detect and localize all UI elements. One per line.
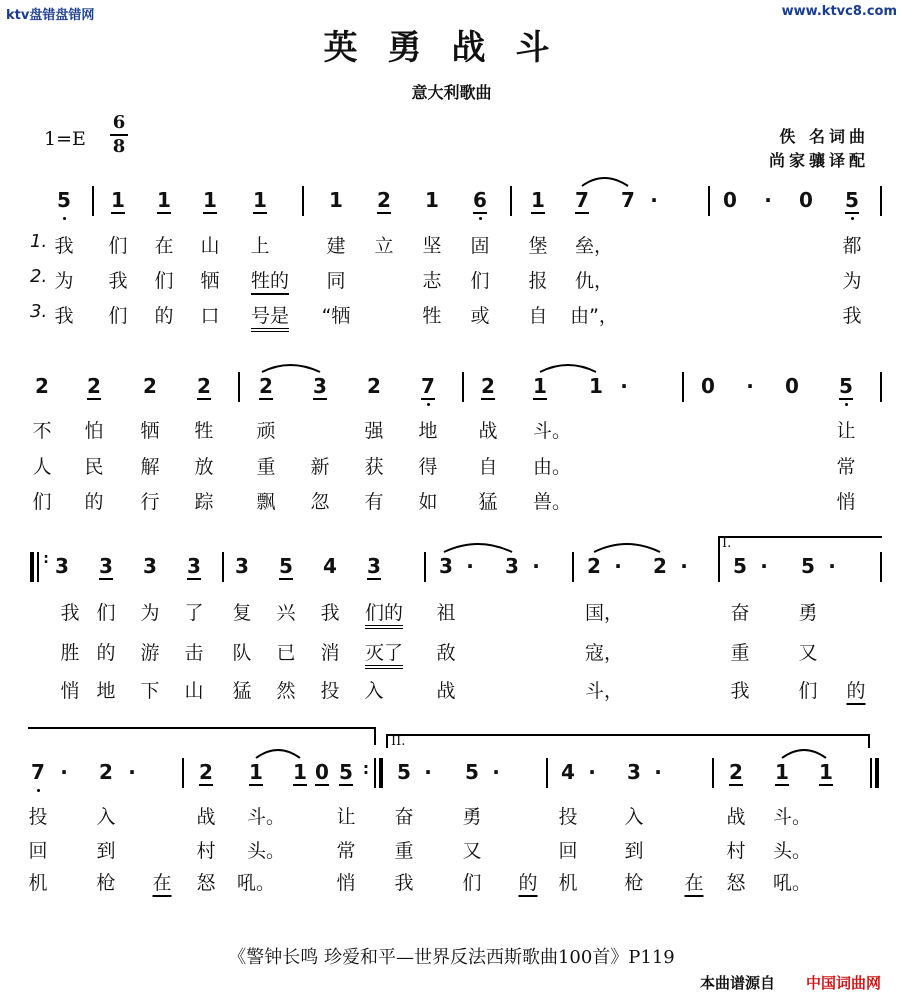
lyric: 我	[320, 602, 340, 624]
lyric: 地	[96, 680, 116, 702]
note: 5	[465, 760, 479, 784]
lyric: 我	[54, 235, 74, 257]
lyric: 悄	[60, 680, 80, 702]
lyric: 的	[846, 676, 865, 705]
lyric: 投	[28, 806, 48, 828]
note: 1	[531, 188, 545, 212]
lyric: 战	[478, 420, 498, 442]
note: 3	[187, 554, 201, 578]
note: 1	[111, 188, 125, 212]
note: 0	[723, 188, 737, 212]
lyric: 机	[28, 872, 48, 894]
lyric: 我	[60, 602, 80, 624]
lyric: 口	[200, 305, 220, 327]
lyric: 建	[326, 235, 346, 257]
note: 2	[377, 188, 391, 212]
lyric: 猛	[478, 491, 498, 513]
lyric: 民	[84, 456, 104, 478]
lyric: 为	[140, 602, 160, 624]
slur	[782, 750, 826, 758]
note: 2	[87, 374, 101, 398]
note: 2	[143, 374, 157, 398]
dot: ·	[828, 554, 836, 578]
slur	[256, 750, 300, 758]
lyric: 上	[250, 235, 270, 257]
translator-credit: 尚家骧译配	[768, 151, 869, 170]
lyric: 仇，	[574, 270, 614, 292]
lyric: 回	[28, 840, 48, 862]
note: 1	[157, 188, 171, 212]
lyric: 战	[436, 680, 456, 702]
lyric: 已	[276, 642, 296, 664]
lyric: 坚	[422, 235, 442, 257]
note: 1	[253, 188, 267, 212]
lyric: 在	[684, 868, 703, 897]
lyric: 的	[154, 305, 174, 327]
lyric: 吼。	[236, 872, 276, 894]
note: 2	[35, 374, 49, 398]
dot: ·	[60, 760, 68, 784]
note: 2	[653, 554, 667, 578]
note: 0	[315, 760, 329, 784]
dot: ·	[654, 760, 662, 784]
lyric: 枪	[624, 872, 644, 894]
lyric: 国，	[584, 602, 624, 624]
footer-source-label: 本曲谱源自	[700, 974, 776, 992]
note: 3	[313, 374, 327, 398]
lyric: 机	[558, 872, 578, 894]
lyric: 固	[470, 235, 490, 257]
note: 7	[31, 760, 45, 784]
lyric: 常	[836, 456, 856, 478]
note: 4	[323, 554, 337, 578]
lyric: 自	[478, 456, 498, 478]
note: 2	[199, 760, 213, 784]
note: 4	[561, 760, 575, 784]
lyric: 奋	[394, 806, 414, 828]
lyric: 放	[194, 456, 214, 478]
note: 5	[839, 374, 853, 398]
lyric: 山	[184, 680, 204, 702]
lyric: 如	[418, 491, 438, 513]
lyric: 重	[394, 840, 414, 862]
lyric: 们	[462, 872, 482, 894]
lyric: 寇，	[584, 642, 624, 664]
note: 6	[473, 188, 487, 212]
source-citation: 《警钟长鸣 珍爱和平—世界反法西斯歌曲100首》P119	[228, 947, 675, 968]
lyric: 到	[96, 840, 116, 862]
dot: ·	[614, 554, 622, 578]
lyric: 报	[528, 270, 548, 292]
lyric: 号是	[251, 301, 289, 332]
lyric: 消	[320, 642, 340, 664]
lyric: 牲	[422, 305, 442, 327]
verse-number: 1.	[30, 231, 48, 252]
lyric: 枪	[96, 872, 116, 894]
note: 5	[339, 760, 353, 784]
lyric: 自	[528, 305, 548, 327]
lyric: 战	[726, 806, 746, 828]
watermark-right: www.ktvc8.com	[781, 4, 897, 19]
lyric: 村	[726, 840, 746, 862]
dot: ·	[492, 760, 500, 784]
lyric: 地	[418, 420, 438, 442]
dot: ·	[746, 374, 754, 398]
lyric: 了	[184, 602, 204, 624]
note: 2	[259, 374, 273, 398]
lyric: 忽	[310, 491, 330, 513]
lyric: 志	[422, 270, 442, 292]
lyric: 奋	[730, 602, 750, 624]
note: 1	[203, 188, 217, 212]
lyric: 队	[232, 642, 252, 664]
lyric: 人	[32, 456, 52, 478]
lyric: 们	[108, 305, 128, 327]
lyric: 堡	[528, 235, 548, 257]
lyric: 有	[364, 491, 384, 513]
lyric: 的	[84, 491, 104, 513]
slur	[582, 178, 628, 186]
note: 1	[249, 760, 263, 784]
lyric: 常	[336, 840, 356, 862]
lyric: 或	[470, 305, 490, 327]
lyric: 我	[54, 305, 74, 327]
lyric: 我	[842, 305, 862, 327]
lyric: 的	[518, 868, 537, 897]
note: 2	[99, 760, 113, 784]
lyric: 飘	[256, 491, 276, 513]
lyric: 怒	[726, 872, 746, 894]
note: 7	[575, 188, 589, 212]
time-signature-top: 6	[112, 112, 126, 133]
note: 7	[621, 188, 635, 212]
lyric: 牺	[140, 420, 160, 442]
note: 1	[533, 374, 547, 398]
note: 5	[845, 188, 859, 212]
dot: ·	[588, 760, 596, 784]
note: 5	[801, 554, 815, 578]
lyric: 我	[108, 270, 128, 292]
note: 1	[775, 760, 789, 784]
lyric: 立	[374, 235, 394, 257]
lyric: 由”，	[570, 305, 618, 327]
lyric: 在	[152, 868, 171, 897]
lyric: 们	[108, 235, 128, 257]
note: 3	[367, 554, 381, 578]
lyric: 勇	[798, 602, 818, 624]
lyric: 头。	[772, 840, 812, 862]
note: 1	[819, 760, 833, 784]
lyric: 同	[326, 270, 346, 292]
lyric: 为	[54, 270, 74, 292]
time-signature-bottom: 8	[112, 136, 126, 157]
lyric: 入	[96, 806, 116, 828]
lyric: 我	[394, 872, 414, 894]
lyric: 斗。	[772, 806, 812, 828]
lyric: 复	[232, 602, 252, 624]
lyric: 在	[154, 235, 174, 257]
lyric: 们的	[365, 598, 403, 629]
footer-site-link[interactable]: 中国词曲网	[806, 974, 882, 992]
lyric: 顽	[256, 420, 276, 442]
lyric: 牲	[194, 420, 214, 442]
note: 2	[729, 760, 743, 784]
dot: ·	[620, 374, 628, 398]
dot: ·	[764, 188, 772, 212]
note: 2	[367, 374, 381, 398]
lyric: 吼。	[772, 872, 812, 894]
song-title: 英勇战斗	[323, 28, 580, 68]
lyric: 悄	[336, 872, 356, 894]
lyric: 由。	[532, 456, 572, 478]
slur	[444, 544, 512, 552]
lyric: 又	[462, 840, 482, 862]
lyric: 都	[842, 235, 862, 257]
lyric: 然	[276, 680, 296, 702]
lyric: 牲的	[251, 266, 289, 295]
lyric: 怒	[196, 872, 216, 894]
lyric: 祖	[436, 602, 456, 624]
dot: ·	[760, 554, 768, 578]
lyric: 山	[200, 235, 220, 257]
dot: ·	[532, 554, 540, 578]
lyric: 让	[336, 806, 356, 828]
lyric: 怕	[84, 420, 104, 442]
lyric: 牺	[200, 270, 220, 292]
lyric: 为	[842, 270, 862, 292]
lyric: 到	[624, 840, 644, 862]
note: 1	[589, 374, 603, 398]
volta-2-label: II.	[391, 734, 406, 749]
dot: ·	[680, 554, 688, 578]
note: 3	[143, 554, 157, 578]
note: 2	[197, 374, 211, 398]
lyric: 们	[154, 270, 174, 292]
lyric: 头。	[246, 840, 286, 862]
note: 1	[425, 188, 439, 212]
lyric: 回	[558, 840, 578, 862]
lyric: 入	[624, 806, 644, 828]
note: 3	[55, 554, 69, 578]
slur	[262, 365, 320, 372]
lyric: 让	[836, 420, 856, 442]
lyric: 灭了	[365, 638, 403, 669]
lyric: 敌	[436, 642, 456, 664]
lyric: 村	[196, 840, 216, 862]
dot: ·	[650, 188, 658, 212]
key-signature: 1=E	[44, 128, 86, 150]
slur	[540, 365, 596, 372]
lyric: 重	[256, 456, 276, 478]
note: 3	[235, 554, 249, 578]
volta-1-label: I.	[722, 536, 732, 551]
lyric: 入	[364, 680, 384, 702]
note: 7	[421, 374, 435, 398]
lyric: 重	[730, 642, 750, 664]
note: 0	[701, 374, 715, 398]
slur	[594, 544, 660, 552]
lyric: 斗，	[584, 680, 624, 702]
note: 5	[279, 554, 293, 578]
lyric: 的	[96, 642, 116, 664]
note: 3	[627, 760, 641, 784]
lyric: 们	[32, 491, 52, 513]
dot: ·	[424, 760, 432, 784]
note: 5	[733, 554, 747, 578]
note: 2	[481, 374, 495, 398]
lyric: 投	[558, 806, 578, 828]
dot: ·	[128, 760, 136, 784]
verse-number: 3.	[30, 301, 48, 322]
lyric: 游	[140, 642, 160, 664]
lyric: 新	[310, 456, 330, 478]
lyricist-credit: 佚 名词曲	[779, 127, 869, 146]
dot: ·	[466, 554, 474, 578]
lyric: 不	[32, 420, 52, 442]
note: 0	[799, 188, 813, 212]
lyric: 行	[140, 491, 160, 513]
lyric: 得	[418, 456, 438, 478]
lyric: 下	[140, 680, 160, 702]
lyric: 们	[96, 602, 116, 624]
lyric: 兴	[276, 602, 296, 624]
lyric: 猛	[232, 680, 252, 702]
note: 2	[587, 554, 601, 578]
lyric: 踪	[194, 491, 214, 513]
note: 5	[57, 188, 71, 212]
lyric: 胜	[60, 642, 80, 664]
lyric: 又	[798, 642, 818, 664]
lyric: 解	[140, 456, 160, 478]
lyric: 投	[320, 680, 340, 702]
note: 1	[329, 188, 343, 212]
lyric: 斗。	[246, 806, 286, 828]
lyric: “牺	[321, 305, 351, 327]
lyric: 悄	[836, 491, 856, 513]
lyric: 兽。	[532, 491, 572, 513]
lyric: 们	[798, 680, 818, 702]
note: 3	[505, 554, 519, 578]
verse-number: 2.	[30, 266, 48, 287]
song-subtitle: 意大利歌曲	[411, 83, 492, 102]
lyric: 强	[364, 420, 384, 442]
lyric: 战	[196, 806, 216, 828]
note: 5	[397, 760, 411, 784]
note: 3	[439, 554, 453, 578]
note: 0	[785, 374, 799, 398]
lyric: 击	[184, 642, 204, 664]
watermark-left: ktv盘错盘错网	[6, 8, 95, 23]
note: 1	[293, 760, 307, 784]
lyric: 斗。	[532, 420, 572, 442]
lyric: 垒，	[574, 235, 614, 257]
note: 3	[99, 554, 113, 578]
lyric: 获	[364, 456, 384, 478]
lyric: 勇	[462, 806, 482, 828]
lyric: 我	[730, 680, 750, 702]
lyric: 们	[470, 270, 490, 292]
